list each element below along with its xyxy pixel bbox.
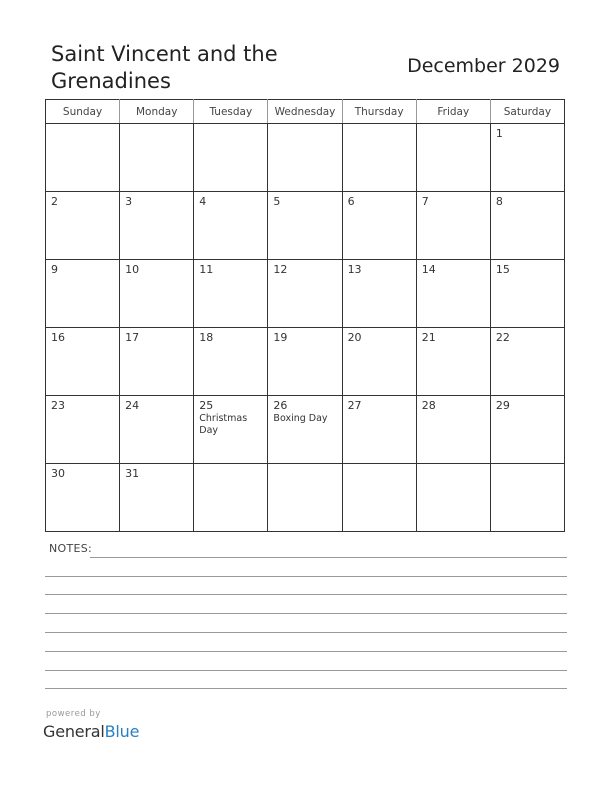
weekday-tuesday: Tuesday <box>194 100 268 124</box>
day-cell <box>46 396 120 464</box>
weekday-wednesday: Wednesday <box>268 100 342 124</box>
weekday-sunday: Sunday <box>46 100 120 124</box>
day-cell <box>194 396 268 464</box>
calendar-body <box>46 124 565 532</box>
title-line-2: Grenadines <box>51 69 171 93</box>
powered-by-text: powered by <box>46 709 101 719</box>
day-cell <box>268 124 342 192</box>
day-number: 11 <box>199 263 214 276</box>
month-label: December 2029 <box>407 55 560 77</box>
day-cell <box>46 260 120 328</box>
note-line <box>45 613 567 614</box>
day-cell <box>120 192 194 260</box>
day-cell <box>268 192 342 260</box>
day-cell <box>46 192 120 260</box>
day-number: 8 <box>495 195 503 208</box>
day-number: 3 <box>125 195 133 208</box>
day-number: 9 <box>51 263 58 276</box>
weekday-saturday: Saturday <box>490 100 564 124</box>
day-number: 18 <box>199 331 214 344</box>
day-cell <box>342 124 416 192</box>
note-line <box>90 557 567 558</box>
day-cell <box>416 328 490 396</box>
day-cell <box>194 260 268 328</box>
holiday-label: Boxing Day <box>273 413 328 424</box>
day-cell <box>268 464 342 532</box>
day-cell <box>120 124 194 192</box>
day-cell <box>490 396 564 464</box>
day-cell <box>490 260 564 328</box>
weekday-header-row <box>46 100 565 124</box>
day-cell <box>416 396 490 464</box>
day-number: 16 <box>51 331 65 344</box>
day-cell <box>194 192 268 260</box>
holiday-label: Christmas Day <box>199 413 248 436</box>
week-row <box>46 328 565 396</box>
day-cell <box>490 464 564 532</box>
day-number: 6 <box>347 195 355 208</box>
day-number: 14 <box>421 263 436 276</box>
day-cell <box>342 464 416 532</box>
day-cell <box>120 464 194 532</box>
note-line <box>45 576 567 577</box>
day-number: 12 <box>273 263 288 276</box>
day-cell <box>416 260 490 328</box>
note-line <box>45 670 567 671</box>
day-number: 21 <box>421 331 436 344</box>
day-cell <box>194 464 268 532</box>
day-cell <box>120 396 194 464</box>
day-number: 26 <box>273 399 288 412</box>
day-number: 2 <box>51 195 58 208</box>
day-number: 28 <box>421 399 436 412</box>
day-cell <box>342 192 416 260</box>
day-cell <box>194 328 268 396</box>
weekday-friday: Friday <box>416 100 490 124</box>
day-number: 29 <box>495 399 510 412</box>
day-cell <box>416 464 490 532</box>
day-cell <box>416 192 490 260</box>
day-cell <box>46 124 120 192</box>
title-line-1: Saint Vincent and the <box>51 42 278 66</box>
note-line <box>45 651 567 652</box>
day-number: 15 <box>495 263 510 276</box>
day-cell <box>268 396 342 464</box>
day-cell <box>46 464 120 532</box>
day-number: 7 <box>421 195 429 208</box>
generalblue-logo <box>43 722 139 741</box>
note-line <box>45 688 567 689</box>
day-number: 13 <box>347 263 362 276</box>
weekday-monday: Monday <box>120 100 194 124</box>
week-row <box>46 464 565 532</box>
day-number: 25 <box>199 399 214 412</box>
day-cell <box>490 124 564 192</box>
day-cell <box>194 124 268 192</box>
day-cell <box>342 260 416 328</box>
day-cell <box>120 260 194 328</box>
day-number: 17 <box>125 331 140 344</box>
day-number: 23 <box>51 399 65 412</box>
day-number: 22 <box>495 331 510 344</box>
day-cell <box>490 328 564 396</box>
notes-label: NOTES: <box>49 542 93 555</box>
brand-general: General <box>43 722 105 741</box>
day-number: 1 <box>495 127 503 140</box>
day-cell <box>46 328 120 396</box>
brand-blue: Blue <box>104 722 140 741</box>
day-cell <box>342 328 416 396</box>
day-number: 19 <box>273 331 288 344</box>
day-number: 27 <box>347 399 362 412</box>
day-number: 10 <box>125 263 140 276</box>
week-row <box>46 260 565 328</box>
day-cell <box>342 396 416 464</box>
day-number: 30 <box>51 467 65 480</box>
day-number: 20 <box>347 331 362 344</box>
day-number: 31 <box>125 467 140 480</box>
day-cell <box>268 328 342 396</box>
note-line <box>45 594 567 595</box>
day-cell <box>268 260 342 328</box>
day-number: 5 <box>273 195 281 208</box>
week-row <box>46 124 565 192</box>
day-number: 24 <box>125 399 140 412</box>
calendar-grid <box>45 99 565 532</box>
day-cell <box>120 328 194 396</box>
day-cell <box>490 192 564 260</box>
calendar-title <box>51 41 351 95</box>
note-line <box>45 632 567 633</box>
day-cell <box>416 124 490 192</box>
week-row <box>46 192 565 260</box>
weekday-thursday: Thursday <box>342 100 416 124</box>
day-number: 4 <box>199 195 207 208</box>
week-row <box>46 396 565 464</box>
